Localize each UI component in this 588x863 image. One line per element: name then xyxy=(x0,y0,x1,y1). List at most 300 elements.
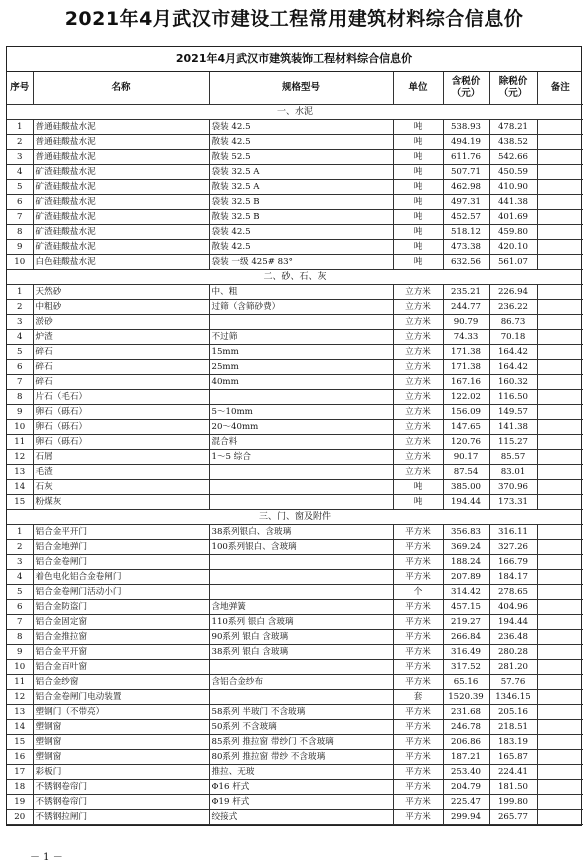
cell-no: 1 xyxy=(7,285,33,300)
header-row xyxy=(7,72,583,105)
cell-spec: 散装 42.5 xyxy=(209,240,393,255)
cell-note xyxy=(537,585,583,600)
cell-no: 4 xyxy=(7,330,33,345)
cell-note xyxy=(537,240,583,255)
cell-price-notax: 164.42 xyxy=(489,345,537,360)
table-title: 2021年4月武汉市建筑装饰工程材料综合信息价 xyxy=(7,47,581,72)
cell-unit: 平方米 xyxy=(393,570,443,585)
cell-no: 4 xyxy=(7,165,33,180)
table-row xyxy=(7,315,583,330)
cell-price-tax: 518.12 xyxy=(443,225,489,240)
cell-unit: 平方米 xyxy=(393,735,443,750)
cell-price-notax: 181.50 xyxy=(489,780,537,795)
table-row xyxy=(7,735,583,750)
cell-spec: 袋装 42.5 xyxy=(209,225,393,240)
cell-unit: 立方米 xyxy=(393,300,443,315)
cell-no: 9 xyxy=(7,645,33,660)
cell-spec: 散装 32.5 B xyxy=(209,210,393,225)
cell-spec: 58系列 半玻门 不含玻璃 xyxy=(209,705,393,720)
cell-unit: 立方米 xyxy=(393,450,443,465)
cell-note xyxy=(537,570,583,585)
cell-name: 卵石（砾石） xyxy=(33,420,209,435)
cell-spec xyxy=(209,660,393,675)
cell-note xyxy=(537,480,583,495)
cell-note xyxy=(537,285,583,300)
cell-no: 17 xyxy=(7,765,33,780)
cell-name: 着色电化铝合金卷闸门 xyxy=(33,570,209,585)
cell-price-tax: 171.38 xyxy=(443,345,489,360)
cell-spec: 80系列 推拉窗 带纱 不含玻璃 xyxy=(209,750,393,765)
cell-price-tax: 231.68 xyxy=(443,705,489,720)
cell-spec: 袋装 32.5 B xyxy=(209,195,393,210)
cell-no: 3 xyxy=(7,315,33,330)
cell-unit: 吨 xyxy=(393,165,443,180)
cell-no: 16 xyxy=(7,750,33,765)
cell-note xyxy=(537,555,583,570)
cell-no: 1 xyxy=(7,525,33,540)
cell-note xyxy=(537,690,583,705)
cell-spec: 散装 52.5 xyxy=(209,150,393,165)
cell-name: 石灰 xyxy=(33,480,209,495)
cell-spec: 推拉、无玻 xyxy=(209,765,393,780)
cell-name: 卵石（砾石） xyxy=(33,435,209,450)
table-row xyxy=(7,225,583,240)
table-row xyxy=(7,405,583,420)
cell-name: 卵石（砾石） xyxy=(33,405,209,420)
table-row xyxy=(7,435,583,450)
cell-price-tax: 122.02 xyxy=(443,390,489,405)
table-row xyxy=(7,810,583,825)
cell-no: 2 xyxy=(7,540,33,555)
cell-unit: 立方米 xyxy=(393,435,443,450)
cell-no: 9 xyxy=(7,240,33,255)
table-row xyxy=(7,330,583,345)
cell-unit: 平方米 xyxy=(393,600,443,615)
table-row xyxy=(7,795,583,810)
cell-unit: 立方米 xyxy=(393,360,443,375)
cell-no: 3 xyxy=(7,150,33,165)
table-row xyxy=(7,360,583,375)
header-note: 备注 xyxy=(537,72,583,105)
cell-no: 6 xyxy=(7,600,33,615)
cell-spec: 散装 32.5 A xyxy=(209,180,393,195)
page-number: － 1 － xyxy=(30,852,63,863)
cell-price-notax: 281.20 xyxy=(489,660,537,675)
cell-name: 矿渣硅酸盐水泥 xyxy=(33,240,209,255)
cell-note xyxy=(537,360,583,375)
cell-no: 9 xyxy=(7,405,33,420)
cell-no: 12 xyxy=(7,450,33,465)
cell-price-tax: 188.24 xyxy=(443,555,489,570)
cell-no: 7 xyxy=(7,375,33,390)
cell-no: 18 xyxy=(7,780,33,795)
cell-note xyxy=(537,180,583,195)
cell-unit: 吨 xyxy=(393,150,443,165)
cell-note xyxy=(537,705,583,720)
cell-name: 铝合金卷闸门电动装置 xyxy=(33,690,209,705)
cell-note xyxy=(537,225,583,240)
table-row xyxy=(7,390,583,405)
cell-price-notax: 166.79 xyxy=(489,555,537,570)
cell-name: 塑钢窗 xyxy=(33,720,209,735)
cell-spec: Φ16 杆式 xyxy=(209,780,393,795)
cell-name: 不锈钢拉闸门 xyxy=(33,810,209,825)
cell-spec: 25mm xyxy=(209,360,393,375)
cell-no: 11 xyxy=(7,675,33,690)
cell-spec xyxy=(209,315,393,330)
cell-unit: 平方米 xyxy=(393,675,443,690)
cell-spec xyxy=(209,480,393,495)
cell-name: 碎石 xyxy=(33,375,209,390)
cell-name: 矿渣硅酸盐水泥 xyxy=(33,180,209,195)
cell-no: 14 xyxy=(7,480,33,495)
cell-price-notax: 280.28 xyxy=(489,645,537,660)
cell-no: 5 xyxy=(7,585,33,600)
cell-spec: 100系列银白、含玻璃 xyxy=(209,540,393,555)
table-row xyxy=(7,300,583,315)
cell-spec: 袋装 42.5 xyxy=(209,120,393,135)
cell-note xyxy=(537,495,583,510)
cell-price-notax: 141.38 xyxy=(489,420,537,435)
cell-unit: 立方米 xyxy=(393,420,443,435)
cell-no: 10 xyxy=(7,660,33,675)
cell-spec: 5～10mm xyxy=(209,405,393,420)
cell-unit: 吨 xyxy=(393,240,443,255)
cell-price-notax: 236.22 xyxy=(489,300,537,315)
table-row xyxy=(7,180,583,195)
cell-price-tax: 65.16 xyxy=(443,675,489,690)
table-row xyxy=(7,450,583,465)
cell-spec xyxy=(209,390,393,405)
cell-price-tax: 314.42 xyxy=(443,585,489,600)
cell-spec xyxy=(209,495,393,510)
cell-note xyxy=(537,525,583,540)
cell-price-tax: 494.19 xyxy=(443,135,489,150)
cell-spec: 不过筛 xyxy=(209,330,393,345)
cell-spec: 含铝合金纱布 xyxy=(209,675,393,690)
cell-no: 12 xyxy=(7,690,33,705)
cell-price-tax: 497.31 xyxy=(443,195,489,210)
cell-name: 片石（毛石） xyxy=(33,390,209,405)
cell-note xyxy=(537,210,583,225)
cell-price-tax: 385.00 xyxy=(443,480,489,495)
cell-price-notax: 370.96 xyxy=(489,480,537,495)
table-row xyxy=(7,555,583,570)
cell-name: 铝合金固定窗 xyxy=(33,615,209,630)
table-row xyxy=(7,765,583,780)
cell-spec xyxy=(209,690,393,705)
table-row xyxy=(7,630,583,645)
cell-price-notax: 236.48 xyxy=(489,630,537,645)
cell-unit: 立方米 xyxy=(393,315,443,330)
cell-unit: 平方米 xyxy=(393,660,443,675)
cell-price-tax: 244.77 xyxy=(443,300,489,315)
cell-unit: 个 xyxy=(393,585,443,600)
cell-note xyxy=(537,405,583,420)
cell-spec: 85系列 推拉窗 带纱门 不含玻璃 xyxy=(209,735,393,750)
cell-unit: 平方米 xyxy=(393,795,443,810)
cell-price-notax: 1346.15 xyxy=(489,690,537,705)
cell-price-notax: 115.27 xyxy=(489,435,537,450)
cell-name: 不锈钢卷帘门 xyxy=(33,795,209,810)
cell-price-tax: 266.84 xyxy=(443,630,489,645)
cell-price-notax: 116.50 xyxy=(489,390,537,405)
header-unit: 单位 xyxy=(393,72,443,105)
cell-name: 白色硅酸盐水泥 xyxy=(33,255,209,270)
cell-note xyxy=(537,630,583,645)
cell-spec: Φ19 杆式 xyxy=(209,795,393,810)
cell-price-notax: 85.57 xyxy=(489,450,537,465)
cell-unit: 平方米 xyxy=(393,750,443,765)
cell-name: 塑钢窗 xyxy=(33,735,209,750)
cell-unit: 立方米 xyxy=(393,405,443,420)
cell-note xyxy=(537,420,583,435)
cell-name: 不锈钢卷帘门 xyxy=(33,780,209,795)
cell-unit: 平方米 xyxy=(393,615,443,630)
cell-unit: 吨 xyxy=(393,120,443,135)
cell-note xyxy=(537,300,583,315)
cell-no: 13 xyxy=(7,705,33,720)
cell-no: 15 xyxy=(7,495,33,510)
cell-name: 塑钢门（不带亮） xyxy=(33,705,209,720)
cell-price-tax: 219.27 xyxy=(443,615,489,630)
cell-unit: 立方米 xyxy=(393,375,443,390)
cell-name: 粉煤灰 xyxy=(33,495,209,510)
cell-no: 1 xyxy=(7,120,33,135)
cell-unit: 平方米 xyxy=(393,810,443,825)
header-spec: 规格型号 xyxy=(209,72,393,105)
cell-spec: 袋装 32.5 A xyxy=(209,165,393,180)
cell-price-tax: 207.89 xyxy=(443,570,489,585)
cell-note xyxy=(537,165,583,180)
cell-spec xyxy=(209,570,393,585)
cell-unit: 立方米 xyxy=(393,345,443,360)
cell-price-notax: 561.07 xyxy=(489,255,537,270)
table-row xyxy=(7,165,583,180)
cell-spec: 混合料 xyxy=(209,435,393,450)
cell-price-notax: 165.87 xyxy=(489,750,537,765)
cell-note xyxy=(537,645,583,660)
cell-note xyxy=(537,330,583,345)
cell-note xyxy=(537,435,583,450)
cell-note xyxy=(537,600,583,615)
cell-price-tax: 632.56 xyxy=(443,255,489,270)
cell-price-notax: 218.51 xyxy=(489,720,537,735)
cell-name: 石屑 xyxy=(33,450,209,465)
cell-spec: 110系列 银白 含玻璃 xyxy=(209,615,393,630)
section-title: 三、门、窗及附件 xyxy=(7,510,583,525)
cell-note xyxy=(537,750,583,765)
cell-name: 铝合金地弹门 xyxy=(33,540,209,555)
cell-name: 普通硅酸盐水泥 xyxy=(33,135,209,150)
cell-unit: 吨 xyxy=(393,495,443,510)
table-row xyxy=(7,345,583,360)
cell-note xyxy=(537,540,583,555)
table-row xyxy=(7,525,583,540)
cell-note xyxy=(537,255,583,270)
cell-price-tax: 299.94 xyxy=(443,810,489,825)
cell-name: 炉渣 xyxy=(33,330,209,345)
cell-price-notax: 194.44 xyxy=(489,615,537,630)
cell-price-tax: 147.65 xyxy=(443,420,489,435)
cell-price-tax: 90.17 xyxy=(443,450,489,465)
cell-note xyxy=(537,120,583,135)
cell-price-notax: 83.01 xyxy=(489,465,537,480)
cell-price-tax: 90.79 xyxy=(443,315,489,330)
cell-note xyxy=(537,135,583,150)
cell-unit: 吨 xyxy=(393,180,443,195)
cell-no: 4 xyxy=(7,570,33,585)
cell-spec: 15mm xyxy=(209,345,393,360)
cell-no: 6 xyxy=(7,360,33,375)
cell-name: 中粗砂 xyxy=(33,300,209,315)
cell-price-notax: 164.42 xyxy=(489,360,537,375)
cell-price-notax: 450.59 xyxy=(489,165,537,180)
cell-price-notax: 149.57 xyxy=(489,405,537,420)
cell-no: 8 xyxy=(7,225,33,240)
cell-no: 3 xyxy=(7,555,33,570)
cell-price-tax: 1520.39 xyxy=(443,690,489,705)
section-title: 一、水泥 xyxy=(7,105,583,120)
cell-note xyxy=(537,765,583,780)
cell-no: 20 xyxy=(7,810,33,825)
table-row xyxy=(7,585,583,600)
cell-unit: 立方米 xyxy=(393,285,443,300)
cell-price-notax: 70.18 xyxy=(489,330,537,345)
price-sheet xyxy=(6,46,582,826)
cell-note xyxy=(537,810,583,825)
cell-price-notax: 410.90 xyxy=(489,180,537,195)
cell-price-tax: 225.47 xyxy=(443,795,489,810)
table-row xyxy=(7,210,583,225)
cell-note xyxy=(537,375,583,390)
cell-note xyxy=(537,720,583,735)
table-row xyxy=(7,420,583,435)
cell-name: 矿渣硅酸盐水泥 xyxy=(33,195,209,210)
cell-no: 2 xyxy=(7,300,33,315)
cell-unit: 吨 xyxy=(393,135,443,150)
cell-price-tax: 457.15 xyxy=(443,600,489,615)
cell-unit: 平方米 xyxy=(393,630,443,645)
cell-price-tax: 156.09 xyxy=(443,405,489,420)
table-row xyxy=(7,645,583,660)
header-price-tax: 含税价 （元） xyxy=(443,72,489,105)
cell-note xyxy=(537,780,583,795)
cell-spec: 20～40mm xyxy=(209,420,393,435)
cell-unit: 套 xyxy=(393,690,443,705)
cell-unit: 吨 xyxy=(393,210,443,225)
price-table xyxy=(7,72,583,825)
table-row xyxy=(7,705,583,720)
table-row xyxy=(7,465,583,480)
cell-unit: 立方米 xyxy=(393,390,443,405)
cell-name: 铝合金防盗门 xyxy=(33,600,209,615)
cell-price-tax: 120.76 xyxy=(443,435,489,450)
cell-price-notax: 441.38 xyxy=(489,195,537,210)
cell-name: 铝合金卷闸门活动小门 xyxy=(33,585,209,600)
cell-name: 彩板门 xyxy=(33,765,209,780)
cell-note xyxy=(537,795,583,810)
cell-name: 碎石 xyxy=(33,345,209,360)
cell-spec: 50系列 不含玻璃 xyxy=(209,720,393,735)
cell-name: 毛渣 xyxy=(33,465,209,480)
cell-note xyxy=(537,195,583,210)
cell-spec xyxy=(209,465,393,480)
cell-name: 天然砂 xyxy=(33,285,209,300)
table-row xyxy=(7,135,583,150)
cell-price-notax: 316.11 xyxy=(489,525,537,540)
table-row xyxy=(7,720,583,735)
table-row xyxy=(7,660,583,675)
page-title: 2021年4月武汉市建设工程常用建筑材料综合信息价 xyxy=(64,8,524,30)
cell-spec: 1～5 综合 xyxy=(209,450,393,465)
cell-price-tax: 473.38 xyxy=(443,240,489,255)
table-row xyxy=(7,495,583,510)
cell-price-notax: 265.77 xyxy=(489,810,537,825)
cell-unit: 立方米 xyxy=(393,465,443,480)
cell-spec: 40mm xyxy=(209,375,393,390)
cell-price-tax: 369.24 xyxy=(443,540,489,555)
cell-price-notax: 183.19 xyxy=(489,735,537,750)
cell-price-tax: 253.40 xyxy=(443,765,489,780)
cell-unit: 吨 xyxy=(393,255,443,270)
cell-spec: 绞接式 xyxy=(209,810,393,825)
cell-price-tax: 246.78 xyxy=(443,720,489,735)
cell-price-tax: 87.54 xyxy=(443,465,489,480)
cell-unit: 吨 xyxy=(393,195,443,210)
cell-name: 普通硅酸盐水泥 xyxy=(33,120,209,135)
cell-spec: 含地弹簧 xyxy=(209,600,393,615)
cell-unit: 平方米 xyxy=(393,525,443,540)
cell-note xyxy=(537,735,583,750)
cell-price-notax: 459.80 xyxy=(489,225,537,240)
cell-spec: 38系列 银白 含玻璃 xyxy=(209,645,393,660)
cell-price-notax: 160.32 xyxy=(489,375,537,390)
cell-price-notax: 199.80 xyxy=(489,795,537,810)
cell-price-tax: 204.79 xyxy=(443,780,489,795)
cell-unit: 平方米 xyxy=(393,540,443,555)
cell-unit: 吨 xyxy=(393,480,443,495)
cell-no: 19 xyxy=(7,795,33,810)
cell-spec: 袋装 一级 425# 83° xyxy=(209,255,393,270)
cell-spec: 散装 42.5 xyxy=(209,135,393,150)
section-title: 二、砂、石、灰 xyxy=(7,270,583,285)
table-row xyxy=(7,780,583,795)
cell-price-notax: 226.94 xyxy=(489,285,537,300)
cell-unit: 吨 xyxy=(393,225,443,240)
cell-unit: 平方米 xyxy=(393,555,443,570)
table-row xyxy=(7,600,583,615)
cell-no: 5 xyxy=(7,345,33,360)
table-row xyxy=(7,150,583,165)
cell-no: 10 xyxy=(7,420,33,435)
cell-unit: 平方米 xyxy=(393,705,443,720)
cell-name: 铝合金推拉窗 xyxy=(33,630,209,645)
cell-name: 碎石 xyxy=(33,360,209,375)
cell-name: 铝合金卷闸门 xyxy=(33,555,209,570)
cell-note xyxy=(537,450,583,465)
table-row xyxy=(7,570,583,585)
table-row xyxy=(7,615,583,630)
section-row xyxy=(7,105,583,120)
cell-price-tax: 171.38 xyxy=(443,360,489,375)
cell-price-tax: 206.86 xyxy=(443,735,489,750)
cell-spec xyxy=(209,555,393,570)
cell-price-tax: 74.33 xyxy=(443,330,489,345)
cell-note xyxy=(537,345,583,360)
cell-spec: 中、粗 xyxy=(209,285,393,300)
cell-price-tax: 187.21 xyxy=(443,750,489,765)
